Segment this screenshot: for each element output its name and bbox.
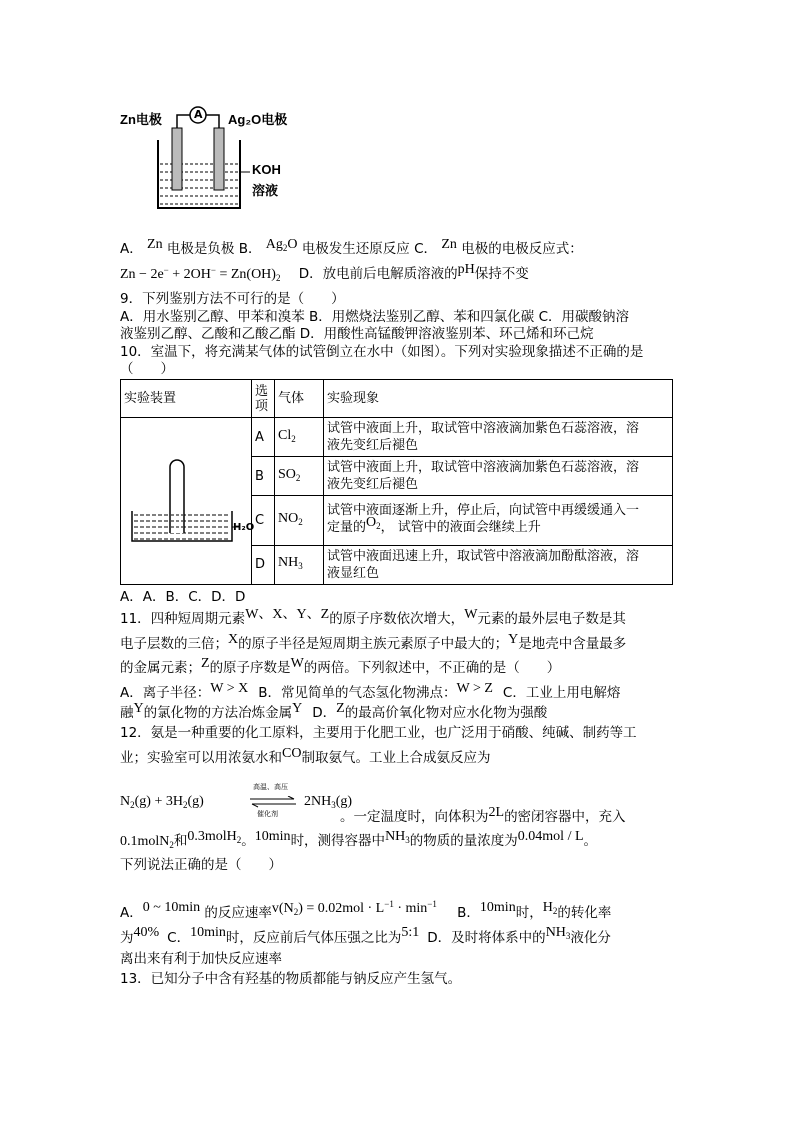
q11-line1: 11．四种短周期元素W、X、Y、Z的原子序数依次增大，W元素的最外层电子数是其 — [120, 607, 626, 627]
condition-bottom: 催化剂 — [257, 810, 278, 818]
header-apparatus: 实验装置 — [121, 380, 252, 418]
phenomenon-c: 试管中液面逐渐上升，停止后，向试管中再缓缓通入一 定量的$O_2$， 试管中的液面会继续上升 — [324, 496, 673, 545]
ag2o-label: Ag₂O电极 — [228, 112, 288, 127]
option-b: B — [252, 457, 275, 496]
phenomenon-a: 试管中液面上升，取试管中溶液滴加紫色石蕊溶液，溶 液先变红后褪色 — [324, 418, 673, 457]
q12-line3: 。一定温度时，向体积为2L的密闭容器中，充入 — [340, 805, 626, 825]
q12-line1: 12．氨是一种重要的化工原料，主要用于化肥工业，也广泛用于硝酸、纯碱、制药等工 — [120, 725, 637, 741]
koh-label: KOH — [252, 162, 281, 177]
q10-stem: 10．室温下，将充满某气体的试管倒立在水中（如图）。下列对实验现象描述不正确的是 — [120, 344, 644, 360]
q10-answers: A．A．B．C．D．D — [120, 589, 246, 605]
reaction-equation: $N_2(g) + 3H_2(g)$ 高温、高压 催化剂 $2NH_3(g)$ — [120, 783, 353, 818]
q8-options-line2: $Zn - 2e^- + 2OH^- = Zn(OH)_2$ D．放电前后电解质溶液的pH保持不变 — [120, 262, 529, 283]
option-c: C — [252, 496, 275, 545]
phenomenon-b: 试管中液面上升，取试管中溶液滴加紫色石蕊溶液，溶 液先变红后褪色 — [324, 457, 673, 496]
gas-d: $NH_3$ — [275, 545, 324, 584]
gas-b: $SO_2$ — [275, 457, 324, 496]
apparatus-cell — [121, 418, 255, 585]
reversible-arrow — [248, 796, 298, 808]
q8-options-line1: A． Zn 电极是负极 B． $Ag_2O$ 电极发生还原反应 C． Zn 电极的电极反应式： — [120, 237, 583, 257]
q12-line2: 业；实验室可以用浓氨水和CO制取氨气。工业上合成氨反应为 — [120, 746, 491, 766]
water-label: H₂O — [233, 522, 255, 533]
koh-label-2: 溶液 — [252, 183, 279, 198]
experiment-table — [120, 379, 673, 585]
q12-line6: A．0 ~ 10min 的反应速率$v(N_2) = 0.02mol \cdot L^{-1} \cdot \min^{-1} B$．10min时，$H_2$的转化率 — [120, 899, 612, 921]
q9-stem: 9．下列鉴别方法不可行的是（ ） — [120, 291, 345, 307]
header-phenomenon: 实验现象 — [324, 380, 673, 418]
galvanic-cell-figure — [120, 100, 320, 220]
q11-line5: 融Y的氯化物的方法冶炼金属Y D．Z的最高价氧化物对应水化物为强酸 — [120, 701, 548, 721]
phenomenon-d: 试管中液面迅速上升，取试管中溶液滴加酚酞溶液，溶 液显红色 — [324, 545, 673, 584]
zn-label: Zn电极 — [120, 112, 162, 127]
ag2o-electrode — [214, 128, 224, 190]
table-row — [121, 418, 673, 457]
ammeter-label: A — [194, 108, 203, 121]
q11-line2: 电子层数的三倍；X的原子半径是短周期主族元素原子中最大的；Y是地壳中含量最多 — [120, 632, 627, 652]
condition-top: 高温、高压 — [253, 783, 288, 791]
header-option: 选项 — [252, 380, 275, 418]
option-a: A — [252, 418, 275, 457]
gas-c: $NO_2$ — [275, 496, 324, 545]
q11-line3: 的金属元素；Z的原子序数是W的两倍。下列叙述中，不正确的是（ ） — [120, 656, 561, 676]
inverted-tube-diagram — [124, 419, 248, 583]
q12-line7: 为40% C．10min时，反应前后气体压强之比为5:1 D．及时将体系中的$NH_3$液化分 — [120, 925, 611, 946]
q12-line8: 离出来有利于加快反应速率 — [120, 951, 282, 967]
q9-options-line1: A．用水鉴别乙醇、甲苯和溴苯 B．用燃烧法鉴别乙醇、苯和四氯化碳 C．用碳酸钠溶 — [120, 309, 630, 325]
zn-electrode — [172, 128, 182, 190]
q11-line4: A．离子半径：W > X B．常见简单的气态氢化物沸点：W > Z C．工业上用电解熔 — [120, 681, 621, 701]
table-header-row — [121, 380, 673, 418]
header-gas: 气体 — [275, 380, 324, 418]
gas-a: $Cl_2$ — [275, 418, 324, 457]
q10-stem-2: （ ） — [120, 361, 174, 377]
q9-options-line2: 液鉴别乙醇、乙酸和乙酸乙酯 D．用酸性高锰酸钾溶液鉴别苯、环己烯和环己烷 — [120, 326, 594, 342]
q13-line1: 13．已知分子中含有羟基的物质都能与钠反应产生氢气。 — [120, 971, 462, 987]
q12-line5: 下列说法正确的是（ ） — [120, 857, 282, 873]
option-d: D — [252, 545, 275, 584]
q12-line4: 0.1molN$_2$和0.3molH$_2$。10min时，测得容器中$NH_3$的物质的量浓度为0.04mol / L。 — [120, 829, 598, 850]
